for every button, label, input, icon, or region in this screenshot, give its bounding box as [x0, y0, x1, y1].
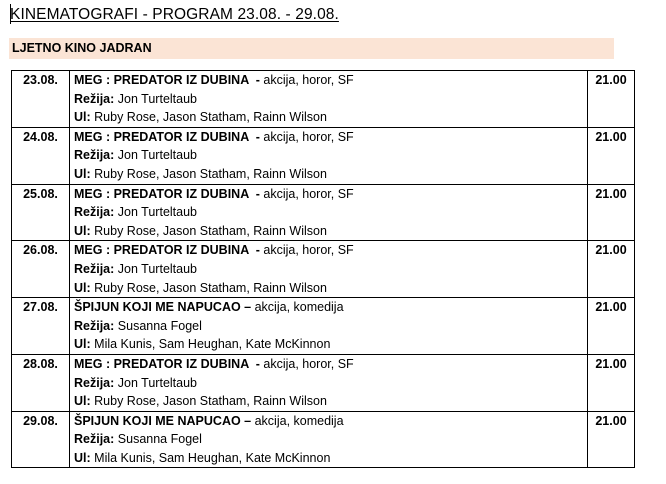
table-row	[12, 241, 635, 298]
film-info	[70, 298, 588, 355]
film-genre: akcija, komedija	[254, 300, 344, 315]
cast-line	[74, 165, 587, 184]
film-title-line	[74, 298, 587, 317]
director-label: Režija:	[74, 148, 115, 163]
cast-line	[74, 222, 587, 241]
screening-date: 23.08.	[12, 71, 70, 128]
cast-line	[74, 279, 587, 298]
cast-label: Ul:	[74, 110, 91, 125]
screening-date: 29.08.	[12, 411, 70, 468]
title-genre-separator: -	[248, 243, 264, 258]
cast-names: Ruby Rose, Jason Statham, Rainn Wilson	[94, 280, 327, 295]
screening-date: 28.08.	[12, 354, 70, 411]
film-info	[70, 127, 588, 184]
film-info	[70, 241, 588, 298]
title-genre-separator: -	[248, 129, 264, 144]
title-genre-separator: –	[240, 300, 255, 315]
film-title: MEG : PREDATOR IZ DUBINA	[74, 356, 249, 371]
screening-date: 24.08.	[12, 127, 70, 184]
film-title-line	[74, 412, 587, 431]
screening-time: 21.00	[588, 71, 635, 128]
film-title: ŠPIJUN KOJI ME NAPUCAO	[74, 413, 241, 428]
film-title: MEG : PREDATOR IZ DUBINA	[74, 186, 249, 201]
cast-names: Mila Kunis, Sam Heughan, Kate McKinnon	[94, 450, 331, 465]
screening-time: 21.00	[588, 298, 635, 355]
film-title-line	[74, 355, 587, 374]
cast-names: Ruby Rose, Jason Statham, Rainn Wilson	[94, 394, 327, 409]
cast-names: Ruby Rose, Jason Statham, Rainn Wilson	[94, 166, 327, 181]
film-genre: akcija, horor, SF	[263, 356, 354, 371]
cast-names: Mila Kunis, Sam Heughan, Kate McKinnon	[94, 337, 331, 352]
screening-time: 21.00	[588, 411, 635, 468]
film-title: MEG : PREDATOR IZ DUBINA	[74, 129, 249, 144]
title-genre-separator: -	[248, 356, 264, 371]
director-label: Režija:	[74, 261, 115, 276]
cast-names: Ruby Rose, Jason Statham, Rainn Wilson	[94, 223, 327, 238]
director-line	[74, 203, 587, 222]
director-name: Jon Turteltaub	[117, 148, 197, 163]
film-genre: akcija, horor, SF	[263, 129, 354, 144]
cast-line	[74, 392, 587, 411]
director-line	[74, 260, 587, 279]
title-genre-separator: -	[248, 186, 264, 201]
director-label: Režija:	[74, 375, 115, 390]
table-row	[12, 127, 635, 184]
director-line	[74, 374, 587, 393]
cast-label: Ul:	[74, 223, 91, 238]
table-row	[12, 71, 635, 128]
director-label: Režija:	[74, 205, 115, 220]
film-genre: akcija, horor, SF	[263, 186, 354, 201]
director-line	[74, 317, 587, 336]
venue-heading: LJETNO KINO JADRAN	[9, 38, 614, 59]
screening-date: 27.08.	[12, 298, 70, 355]
director-name: Jon Turteltaub	[117, 261, 197, 276]
film-title-line	[74, 71, 587, 90]
cast-label: Ul:	[74, 394, 91, 409]
page-title: KINEMATOGRAFI - PROGRAM 23.08. - 29.08.	[10, 6, 339, 23]
film-info	[70, 411, 588, 468]
director-name: Jon Turteltaub	[117, 205, 197, 220]
film-title: MEG : PREDATOR IZ DUBINA	[74, 243, 249, 258]
title-genre-separator: -	[248, 73, 264, 87]
film-title-line	[74, 241, 587, 260]
screening-time: 21.00	[588, 127, 635, 184]
program-table	[11, 70, 635, 468]
film-title-line	[74, 128, 587, 147]
film-genre: akcija, horor, SF	[263, 243, 354, 258]
film-info	[70, 184, 588, 241]
film-genre: akcija, horor, SF	[263, 73, 354, 87]
table-row	[12, 184, 635, 241]
table-row	[12, 298, 635, 355]
director-label: Režija:	[74, 432, 115, 447]
film-info	[70, 71, 588, 128]
cast-label: Ul:	[74, 280, 91, 295]
cast-line	[74, 108, 587, 127]
screening-time: 21.00	[588, 184, 635, 241]
director-name: Susanna Fogel	[117, 318, 202, 333]
screening-time: 21.00	[588, 241, 635, 298]
cast-label: Ul:	[74, 166, 91, 181]
title-genre-separator: –	[240, 413, 255, 428]
table-row	[12, 354, 635, 411]
director-name: Susanna Fogel	[117, 432, 202, 447]
director-line	[74, 146, 587, 165]
film-genre: akcija, komedija	[254, 413, 344, 428]
screening-date: 26.08.	[12, 241, 70, 298]
director-label: Režija:	[74, 91, 115, 106]
cast-line	[74, 449, 587, 468]
cast-line	[74, 335, 587, 354]
cast-label: Ul:	[74, 450, 91, 465]
director-name: Jon Turteltaub	[117, 91, 197, 106]
film-title: MEG : PREDATOR IZ DUBINA	[74, 73, 249, 87]
cast-label: Ul:	[74, 337, 91, 352]
film-title: ŠPIJUN KOJI ME NAPUCAO	[74, 300, 241, 315]
table-row	[12, 411, 635, 468]
cast-names: Ruby Rose, Jason Statham, Rainn Wilson	[94, 110, 327, 125]
director-line	[74, 430, 587, 449]
director-name: Jon Turteltaub	[117, 375, 197, 390]
film-title-line	[74, 185, 587, 204]
screening-time: 21.00	[588, 354, 635, 411]
director-label: Režija:	[74, 318, 115, 333]
screening-date: 25.08.	[12, 184, 70, 241]
film-info	[70, 354, 588, 411]
director-line	[74, 90, 587, 109]
